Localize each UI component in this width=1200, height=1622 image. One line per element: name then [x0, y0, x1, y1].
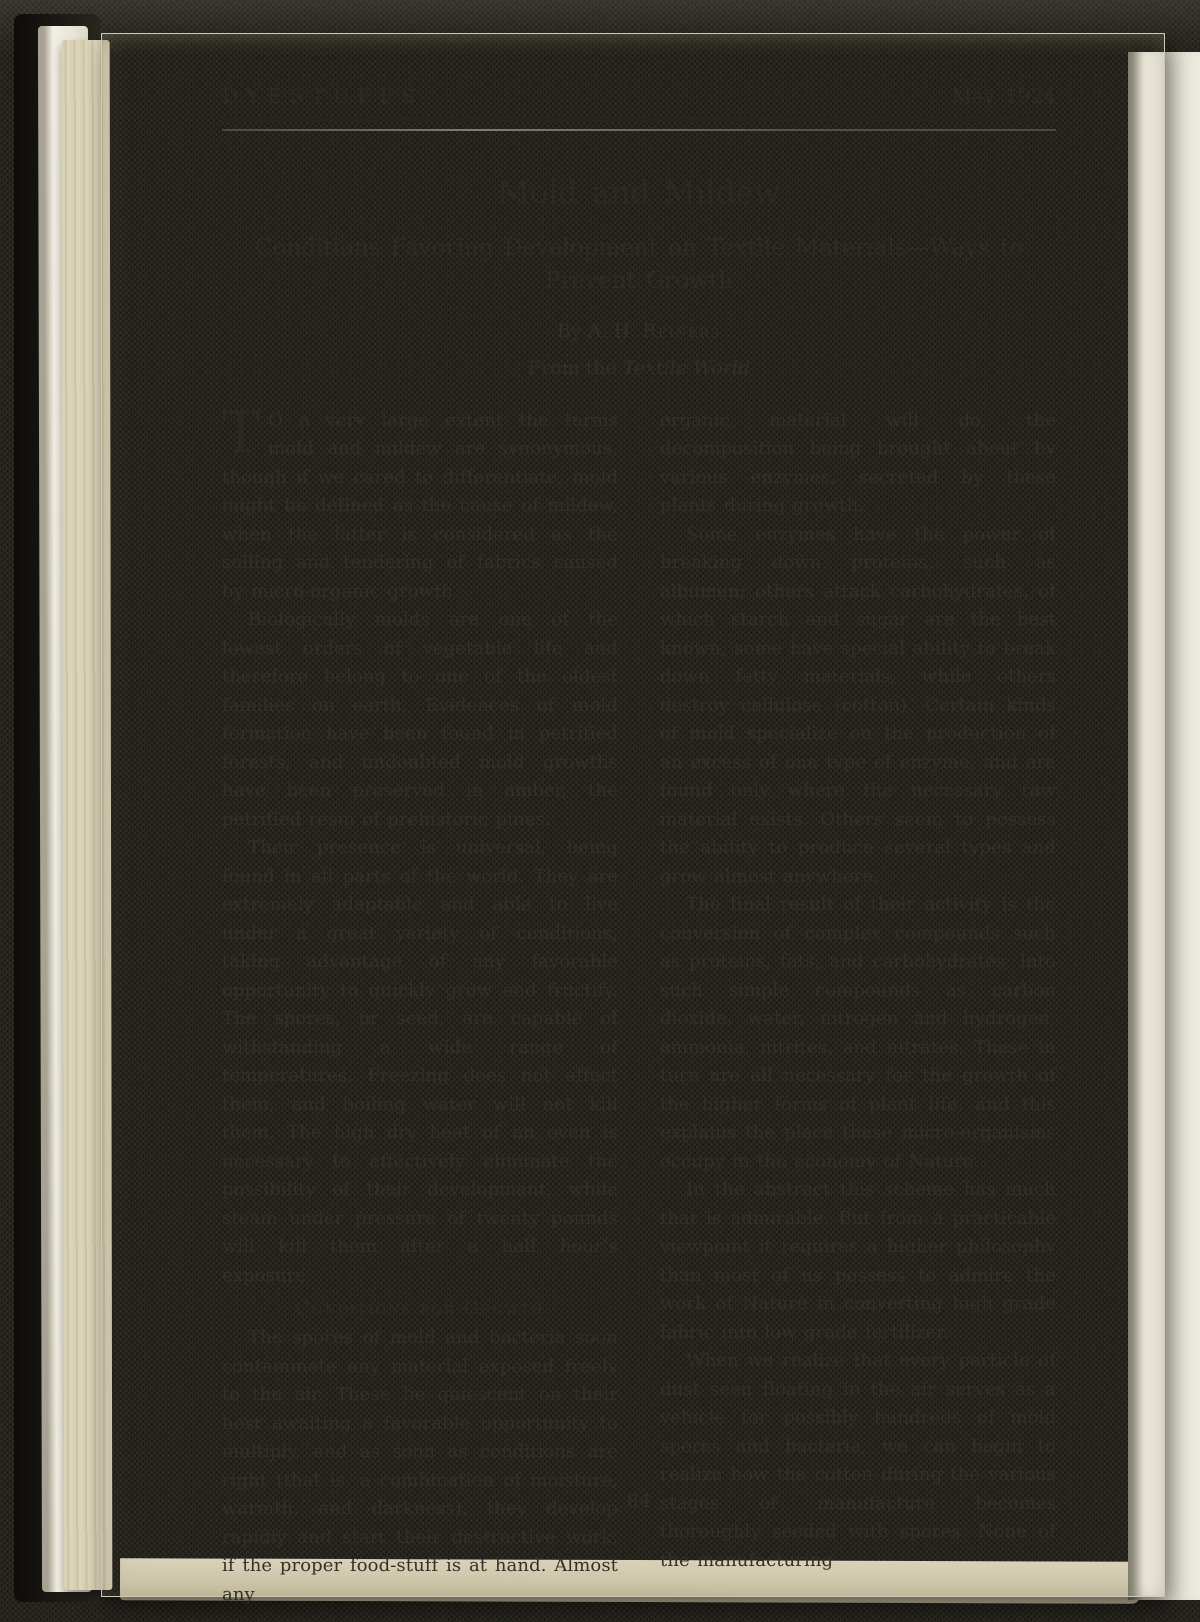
article-title: Mold and Mildew	[497, 175, 781, 211]
paragraph	[222, 399, 618, 607]
paragraph: The spores of mold and bacteria soon contaminate any material exposed freely to the air. These lie quiescent on their host awaiting a favorable opportunity to multiply, and as soon as conditions are right (that is, a combination of moisture, warmth, and darkness), they develop rapidly and start their destructive work, if the proper food-stuff is at hand. Almost any	[222, 1327, 618, 1605]
source-prefix: From the	[527, 356, 623, 379]
byline	[222, 320, 1056, 342]
masthead-rule-thick	[222, 117, 1056, 121]
source-title: Textile World	[622, 356, 751, 379]
section-heading: Conditions for Growth	[295, 1297, 545, 1320]
page-number: 84	[626, 1490, 652, 1512]
paragraph: The final result of their activity is the conversion of complex compounds such as proteins, fats, and carbohydrates, into such simple compounds as carbon dioxide, water, nitrogen and hydrogen, ammonia, nitrites, and nitrates. These in turn are all necessary for the growth of the higher forms of plant life, and this explains the place these micro-organisms occupy in the economy of Nature.	[660, 894, 1056, 1172]
masthead	[222, 84, 1056, 108]
issue-date: May, 1924	[951, 84, 1056, 108]
masthead-rule-thin	[222, 129, 1056, 131]
article-subtitle: Conditions Favoring Development on Textile Materials—Ways to Prevent Growth	[254, 234, 1024, 294]
paragraph: When we realize that every particle of dust seen floating in the air serves as a vehicle for possibly hundreds of mold spores and bacteria, we can begin to realize how the cotton during the various stages of manufacture becomes thoroughly seeded with spores. None of the manufacturing	[660, 1350, 1056, 1571]
paragraph: organic material will do, the decomposition being brought about by various enzymes, secreted by these plants during growth.	[660, 409, 1056, 517]
paragraph-text: O a very large extent the terms mold and mildew are synonymous, though if we cared to differentiate, mold might be defined as the cause of mildew, when the latter is considered as the soiling and tendering of fabrics caused by micro-organic growth.	[222, 409, 618, 602]
source-line	[222, 357, 1056, 379]
right-column	[660, 407, 1056, 1610]
paragraph: Biologically molds are one of the lowest orders of vegetable life and therefore belong to one of the oldest families on earth. Evidences of mold formation have been found in petrified forests, and undoubted mold growths have been preserved in amber, the petrified resin of prehistoric pines.	[222, 609, 618, 830]
paragraph: Their presence is universal, being found in all parts of the world. They are extremely adaptable and able to live under a great variety of conditions, taking advantage of any favorable opportunity to quickly grow and fructify. The spores, or seed, are capable of withstanding a wide range of temperatures. Freezing does not affect them, and boiling water will not kill them. The high dry heat of an oven is necessary to effectively eliminate the possibility of their development, while steam under pressure of twenty pounds will kill them after a half hour’s exposure.	[222, 837, 618, 1286]
article-body	[222, 399, 1056, 1610]
journal-page	[102, 34, 1164, 1605]
drop-cap: T	[222, 399, 261, 466]
byline-prefix: By A. H.	[556, 319, 643, 342]
paragraph: Some enzymes have the power of breaking down proteins, such as albumen; others attack carbohydrates, of which starch and sugar are the best known; some have special ability to break down fatty materials, while others destroy cellulose (cotton). Certain kinds of mold specialize on the production of an excess of one type of enzyme, and are found only where the necessary raw material exists. Others seem to possess the ability to produce several types and grow almost anywhere.	[660, 523, 1056, 887]
page-content	[102, 34, 1164, 1609]
left-column	[222, 399, 618, 1610]
journal-name: DYESTUFFS	[222, 84, 424, 108]
author-name: Reiners	[642, 319, 722, 342]
paragraph: In the abstract this scheme has much that is admirable. But from a practicable viewpoint it requires a higher philosophy than most of us possess to admire the work of Nature in converting high grade fabric into low grade fertilizer.	[660, 1179, 1056, 1343]
